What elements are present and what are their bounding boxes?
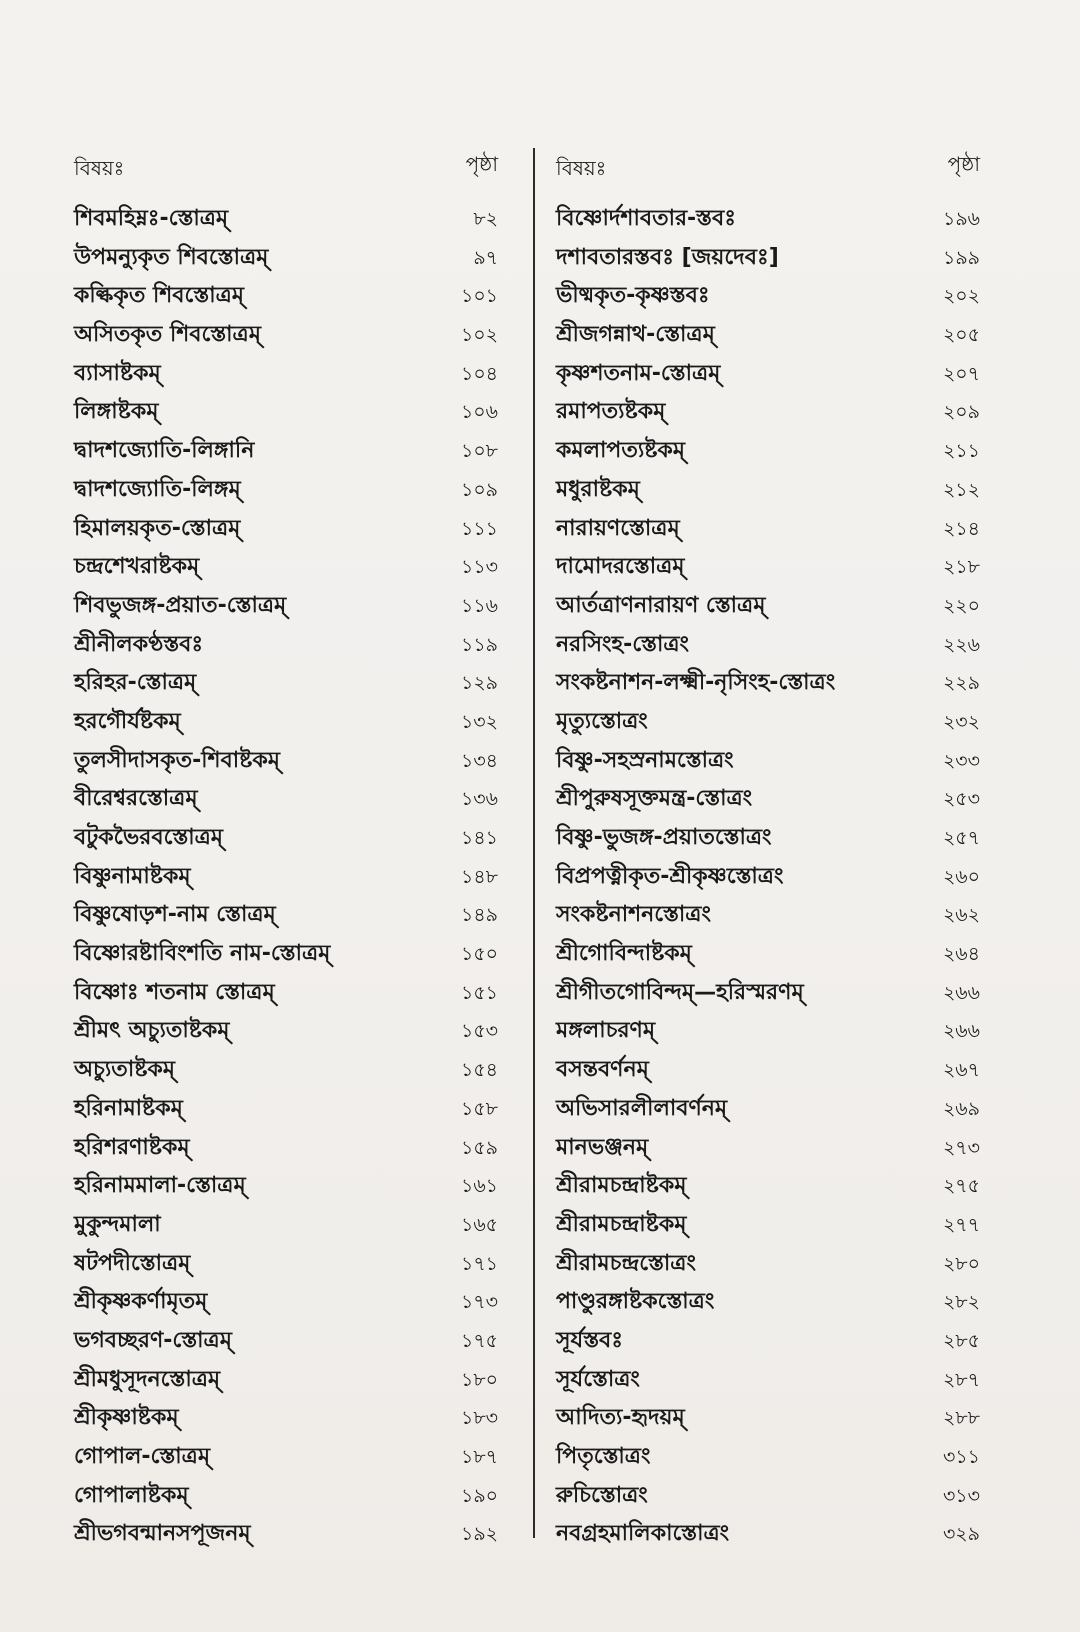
entry-page-number: ৮২: [473, 208, 498, 230]
entry-title: নরসিংহ-স্তোত্রং: [556, 631, 689, 657]
toc-entry: [66, 664, 506, 703]
entry-title: নবগ্রহমালিকাস্তোত্রং: [556, 1521, 730, 1547]
entry-title: শ্রীকৃষ্ণকর্ণামৃতম্: [74, 1289, 208, 1315]
entry-page-number: ১১৩: [460, 556, 498, 579]
entry-page-number: ২১২: [942, 478, 980, 501]
entry-page-number: ১৯৬: [942, 208, 980, 230]
toc-entry: [548, 355, 988, 394]
table-of-contents: [66, 140, 1006, 1547]
entry-title: ভীষ্মকৃত-কৃষ্ণস্তবঃ: [556, 283, 710, 309]
toc-entry: [66, 896, 506, 935]
entry-title: অভিসারলীলাবর্ণনম্: [556, 1095, 728, 1121]
entry-page-number: ২৮৫: [942, 1329, 980, 1352]
entry-title: সংকষ্টনাশনস্তোত্রং: [556, 902, 711, 928]
entry-title: শ্রীমধুসূদনস্তোত্রম্: [74, 1366, 221, 1392]
entry-page-number: ১৪৮: [461, 865, 498, 888]
toc-entry: [66, 742, 506, 781]
entry-title: বিষ্ণুনামাষ্টকম্: [74, 863, 191, 889]
entry-page-number: ১৫০: [460, 943, 498, 966]
entry-title: বিষ্ণু-সহস্রনামস্তোত্রং: [556, 747, 734, 773]
entry-title: পাণ্ডুরঙ্গাষ্টকস্তোত্রং: [556, 1289, 715, 1315]
entry-title: শ্রীগীতগোবিন্দম্—হরিস্মরণম্: [556, 979, 804, 1005]
entry-title: হরিহর-স্তোত্রম্: [74, 670, 197, 696]
toc-entry: [548, 587, 988, 626]
entry-title: মানভঞ্জনম্: [556, 1134, 649, 1160]
toc-entry: [66, 1477, 506, 1516]
entry-title: মধুরাষ্টকম্: [556, 476, 640, 502]
entry-page-number: ২২৬: [942, 633, 980, 656]
toc-right-list: [548, 200, 988, 1554]
entry-page-number: ২৩৩: [942, 749, 980, 772]
toc-entry: [548, 896, 988, 935]
entry-page-number: ২৬৬: [942, 981, 980, 1004]
toc-entry: [548, 1051, 988, 1090]
toc-entry: [66, 780, 506, 819]
toc-entry: [548, 393, 988, 432]
entry-page-number: ১০৮: [460, 440, 498, 463]
toc-entry: [66, 974, 506, 1013]
toc-entry: [66, 355, 506, 394]
entry-page-number: ২৫৭: [942, 827, 980, 849]
entry-title: হরগৌর্যষ্টকম্: [74, 708, 181, 734]
toc-entry: [548, 239, 988, 278]
toc-entry: [66, 1090, 506, 1129]
entry-page-number: ২১১: [942, 440, 980, 463]
entry-page-number: ২৬৯: [942, 1097, 980, 1120]
entry-page-number: ১৭১: [460, 1252, 498, 1275]
subject-heading: বিষয়ঃ: [556, 156, 607, 180]
entry-page-number: ২৫৩: [942, 788, 980, 811]
entry-page-number: ২৮৮: [942, 1407, 980, 1430]
toc-entry: [66, 1012, 506, 1051]
toc-entry: [66, 1245, 506, 1284]
entry-page-number: ২১৮: [942, 556, 980, 579]
toc-entry: [66, 1515, 506, 1554]
entry-page-number: ২৮০: [942, 1252, 980, 1275]
entry-page-number: ২৬৪: [942, 943, 980, 966]
toc-entry: [548, 548, 988, 587]
entry-title: কৃষ্ণশতনাম-স্তোত্রম্: [556, 360, 721, 386]
entry-page-number: ১৮৭: [460, 1446, 498, 1468]
entry-title: হরিনামাষ্টকম্: [74, 1095, 183, 1121]
entry-title: ভগবচ্ছরণ-স্তোত্রম্: [74, 1327, 232, 1353]
entry-title: বিষ্ণোরষ্টাবিংশতি নাম-স্তোত্রম্: [74, 941, 331, 967]
entry-page-number: ১০৪: [460, 362, 498, 385]
toc-right-column: [548, 140, 988, 1554]
entry-title: ষটপদীস্তোত্রম্: [74, 1250, 191, 1276]
entry-page-number: ২৬৭: [942, 1059, 980, 1082]
toc-entry: [548, 858, 988, 897]
entry-page-number: ২৩২: [942, 710, 980, 733]
entry-page-number: ১৫৪: [461, 1059, 498, 1082]
entry-title: বিষ্ণু-ভুজঙ্গ-প্রয়াতস্তোত্রং: [556, 825, 772, 850]
entry-title: বীরেশ্বরস্তোত্রম্: [74, 786, 198, 812]
entry-page-number: ১৩৪: [460, 749, 498, 772]
entry-page-number: ১৯৯: [943, 246, 980, 269]
entry-page-number: ১৮৩: [460, 1407, 498, 1430]
toc-entry: [548, 1167, 988, 1206]
entry-page-number: ১৫৮: [461, 1097, 498, 1120]
entry-page-number: ১৭৫: [460, 1329, 498, 1352]
entry-page-number: ১৪৯: [461, 904, 498, 927]
toc-entry: [66, 1129, 506, 1168]
toc-entry: [548, 664, 988, 703]
entry-page-number: ১৩২: [460, 710, 498, 733]
entry-page-number: ২০২: [942, 285, 980, 308]
entry-title: আর্তত্রাণনারায়ণ স্তোত্রম্: [556, 592, 766, 618]
entry-page-number: ১৫৯: [461, 1136, 498, 1159]
entry-title: গোপাল-স্তোত্রম্: [74, 1444, 211, 1469]
entry-title: শ্রীগোবিন্দাষ্টকম্: [556, 941, 692, 967]
entry-page-number: ১৫৩: [460, 1020, 498, 1043]
toc-entry: [548, 1477, 988, 1516]
entry-page-number: ১১৬: [460, 594, 498, 617]
toc-entry: [66, 1051, 506, 1090]
entry-title: বিপ্রপত্নীকৃত-শ্রীকৃষ্ণস্তোত্রং: [556, 863, 784, 889]
entry-page-number: ১৮০: [460, 1368, 498, 1391]
entry-page-number: ২২০: [942, 594, 980, 617]
entry-title: মৃত্যুস্তোত্রং: [556, 708, 648, 734]
entry-page-number: ২২৯: [942, 672, 980, 695]
toc-entry: [66, 1206, 506, 1245]
entry-title: শ্রীপুরুষসূক্তমন্ত্র-স্তোত্রং: [556, 786, 753, 812]
entry-title: শ্রীরামচন্দ্রাষ্টকম্: [556, 1211, 687, 1237]
toc-entry: [66, 471, 506, 510]
toc-entry: [66, 316, 506, 355]
entry-title: মুকুন্দমালা: [74, 1211, 161, 1237]
entry-page-number: ২৬২: [942, 904, 980, 927]
entry-page-number: ৯৭: [473, 246, 498, 269]
entry-page-number: ১০৬: [460, 401, 498, 424]
entry-title: উপমন্যুকৃত শিবস্তোত্রম্: [74, 244, 269, 270]
entry-page-number: ১৯২: [460, 1523, 498, 1546]
toc-entry: [548, 703, 988, 742]
entry-page-number: ৩২৯: [942, 1523, 980, 1546]
entry-page-number: ১৬৫: [460, 1213, 498, 1236]
page-heading: পৃষ্ঠা: [465, 152, 498, 176]
toc-entry: [548, 819, 988, 858]
entry-page-number: ৩১৩: [942, 1484, 980, 1507]
toc-entry: [548, 1090, 988, 1129]
entry-title: শ্রীকৃষ্ণাষ্টকম্: [74, 1405, 179, 1431]
toc-entry: [548, 1245, 988, 1284]
entry-title: পিতৃস্তোত্রং: [556, 1444, 651, 1469]
entry-title: হরিনামমালা-স্তোত্রম্: [74, 1173, 246, 1199]
toc-entry: [548, 626, 988, 665]
toc-entry: [548, 780, 988, 819]
entry-title: অসিতকৃত শিবস্তোত্রম্: [74, 322, 261, 348]
toc-entry: [66, 703, 506, 742]
toc-left-list: [66, 200, 506, 1554]
toc-entry: [66, 548, 506, 587]
entry-title: হিমালয়কৃত-স্তোত্রম্: [74, 515, 241, 541]
toc-entry: [548, 1129, 988, 1168]
entry-page-number: ১৩৬: [460, 788, 498, 811]
entry-title: শ্রীভগবন্মানসপূজনম্: [74, 1521, 251, 1547]
entry-page-number: ১৭৩: [460, 1291, 498, 1314]
toc-entry: [66, 393, 506, 432]
toc-entry: [66, 277, 506, 316]
toc-entry: [66, 587, 506, 626]
entry-title: কমলাপত্যষ্টকম্: [556, 438, 685, 464]
toc-header-left: [66, 140, 506, 200]
entry-page-number: ২০৯: [942, 401, 980, 424]
toc-entry: [66, 1283, 506, 1322]
entry-page-number: ২৬৬: [942, 1020, 980, 1043]
entry-title: বিষ্ণুষোড়শ-নাম স্তোত্রম্: [74, 902, 276, 928]
entry-page-number: ১১৯: [461, 633, 498, 656]
toc-entry: [66, 239, 506, 278]
toc-entry: [548, 974, 988, 1013]
entry-title: লিঙ্গাষ্টকম্: [74, 399, 159, 425]
entry-page-number: ২৮২: [942, 1291, 980, 1314]
toc-entry: [548, 510, 988, 549]
toc-entry: [66, 1361, 506, 1400]
entry-title: নারায়ণস্তোত্রম্: [556, 515, 680, 541]
toc-entry: [66, 858, 506, 897]
toc-entry: [66, 935, 506, 974]
entry-title: বিষ্ণোঃ শতনাম স্তোত্রম্: [74, 979, 275, 1005]
entry-title: শ্রীনীলকণ্ঠস্তবঃ: [74, 631, 204, 657]
toc-entry: [548, 1283, 988, 1322]
entry-title: মঙ্গলাচরণম্: [556, 1018, 656, 1044]
entry-page-number: ২৮৭: [942, 1368, 980, 1391]
page-heading: পৃষ্ঠা: [947, 152, 980, 176]
entry-page-number: ১৬১: [460, 1175, 498, 1198]
entry-page-number: ১৫১: [461, 981, 498, 1004]
entry-title: রুচিস্তোত্রং: [556, 1482, 648, 1508]
toc-entry: [548, 277, 988, 316]
entry-title: বটুকভৈরবস্তোত্রম্: [74, 825, 224, 850]
entry-title: বিষ্ণোর্দশাবতার-স্তবঃ: [556, 206, 736, 231]
toc-entry: [548, 1399, 988, 1438]
entry-title: সংকষ্টনাশন-লক্ষ্মী-নৃসিংহ-স্তোত্রং: [556, 670, 836, 696]
entry-page-number: ২৭৭: [942, 1213, 980, 1236]
entry-page-number: ১৯০: [460, 1484, 498, 1507]
entry-title: সূর্যস্তোত্রং: [556, 1366, 640, 1392]
toc-entry: [66, 1438, 506, 1477]
toc-entry: [548, 316, 988, 355]
entry-page-number: ৩১১: [942, 1446, 980, 1468]
toc-header-right: [548, 140, 988, 200]
entry-page-number: ২৭৫: [942, 1175, 980, 1198]
toc-entry: [548, 1515, 988, 1554]
entry-title: তুলসীদাসকৃত-শিবাষ্টকম্: [74, 747, 280, 773]
toc-entry: [66, 1322, 506, 1361]
toc-entry: [66, 1167, 506, 1206]
toc-entry: [66, 200, 506, 239]
entry-page-number: ১০২: [460, 324, 498, 347]
subject-heading: বিষয়ঃ: [74, 156, 125, 180]
toc-entry: [548, 471, 988, 510]
entry-page-number: ১০১: [460, 285, 498, 308]
entry-page-number: ২৭৩: [942, 1136, 980, 1159]
entry-title: গোপালাষ্টকম্: [74, 1482, 189, 1508]
entry-page-number: ২০৫: [942, 324, 980, 347]
entry-page-number: ১১১: [461, 517, 498, 540]
toc-entry: [548, 1206, 988, 1245]
entry-title: রমাপত্যষ্টকম্: [556, 399, 666, 425]
toc-entry: [548, 742, 988, 781]
entry-title: ব্যাসাষ্টকম্: [74, 360, 161, 386]
entry-page-number: ২০৭: [942, 362, 980, 385]
entry-title: শ্রীজগন্নাথ-স্তোত্রম্: [556, 322, 715, 348]
entry-title: সূর্যস্তবঃ: [556, 1327, 624, 1353]
toc-entry: [66, 510, 506, 549]
entry-title: দশাবতারস্তবঃ [জয়দেবঃ]: [556, 244, 779, 270]
entry-title: বসন্তবর্ণনম্: [556, 1057, 649, 1083]
entry-title: দ্বাদশজ্যোতি-লিঙ্গানি: [74, 438, 255, 464]
toc-entry: [66, 819, 506, 858]
entry-title: কল্কিকৃত শিবস্তোত্রম্: [74, 283, 244, 309]
toc-entry: [66, 1399, 506, 1438]
toc-entry: [548, 200, 988, 239]
entry-page-number: ২১৪: [942, 517, 980, 540]
entry-title: শিবমহিম্নঃ-স্তোত্রম্: [74, 206, 229, 231]
entry-page-number: ১৪১: [461, 827, 498, 849]
toc-entry: [548, 1322, 988, 1361]
toc-entry: [66, 626, 506, 665]
toc-left-column: [66, 140, 506, 1554]
toc-entry: [548, 1438, 988, 1477]
toc-entry: [548, 1012, 988, 1051]
entry-title: দামোদরস্তোত্রম্: [556, 554, 685, 580]
entry-title: হরিশরণাষ্টকম্: [74, 1134, 190, 1160]
toc-entry: [548, 1361, 988, 1400]
entry-title: আদিত্য-হৃদয়ম্: [556, 1405, 685, 1431]
column-divider: [533, 148, 535, 1538]
entry-title: চন্দ্রশেখরাষ্টকম্: [74, 554, 200, 580]
entry-title: অচ্যুতাষ্টকম্: [74, 1057, 175, 1083]
toc-entry: [548, 432, 988, 471]
entry-page-number: ১০৯: [460, 478, 498, 501]
entry-title: শ্রীমৎ অচ্যুতাষ্টকম্: [74, 1018, 230, 1044]
entry-title: শিবভুজঙ্গ-প্রয়াত-স্তোত্রম্: [74, 592, 287, 618]
toc-entry: [66, 432, 506, 471]
entry-title: শ্রীরামচন্দ্রাষ্টকম্: [556, 1173, 687, 1199]
toc-entry: [548, 935, 988, 974]
entry-title: শ্রীরামচন্দ্রস্তোত্রং: [556, 1250, 696, 1276]
entry-title: দ্বাদশজ্যোতি-লিঙ্গম্: [74, 476, 241, 502]
entry-page-number: ১২৯: [460, 672, 498, 695]
entry-page-number: ২৬০: [942, 865, 980, 888]
